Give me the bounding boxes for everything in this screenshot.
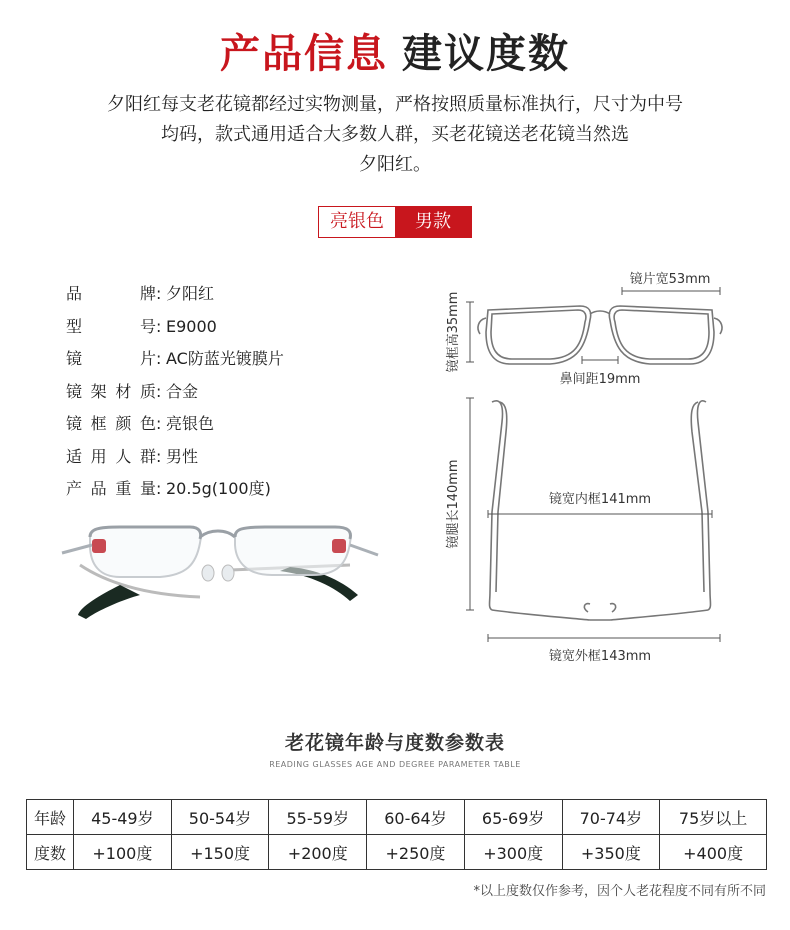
spec-row-frame-color: 镜框颜色 : 亮银色 <box>66 408 396 441</box>
spec-row-brand: 品牌 : 夕阳红 <box>66 278 396 311</box>
intro-line: 夕阳红。 <box>359 154 431 175</box>
table-cell: 75岁以上 <box>660 800 767 835</box>
color-tag[interactable]: 亮银色 <box>319 207 395 237</box>
spec-row-lens: 镜片 : AC防蓝光镀膜片 <box>66 343 396 376</box>
spec-value: E9000 <box>166 316 217 336</box>
spec-list <box>66 278 396 506</box>
table-cell: +400度 <box>660 835 767 870</box>
table-cell: 65-69岁 <box>464 800 562 835</box>
glasses-photo <box>50 515 385 620</box>
row-header: 度数 <box>27 835 74 870</box>
table-cell: +100度 <box>74 835 172 870</box>
spec-row-audience: 适用人群 : 男性 <box>66 441 396 474</box>
table-cell: 55-59岁 <box>269 800 367 835</box>
table-cell: +350度 <box>562 835 660 870</box>
spec-label: 镜片 <box>66 349 156 368</box>
bridge-label: 鼻间距19mm <box>559 372 641 387</box>
title-product-info: 产品信息 <box>220 31 388 77</box>
top-view <box>490 401 711 620</box>
variant-tags <box>318 206 472 238</box>
spec-label: 产品重量 <box>66 479 156 498</box>
spec-label: 适用人群 <box>66 446 156 466</box>
table-cell: 50-54岁 <box>171 800 269 835</box>
frame-height-label: 镜框高35mm <box>446 291 461 373</box>
spec-label: 镜架材质 <box>66 381 156 401</box>
table-row-degree <box>27 835 767 870</box>
row-header: 年龄 <box>27 800 74 835</box>
spec-value: 合金 <box>166 381 199 401</box>
spec-label: 型号 <box>66 316 156 336</box>
spec-label: 镜框颜色 <box>66 414 156 433</box>
lens-width-label: 镜片宽53mm <box>629 272 711 287</box>
age-degree-table <box>26 799 767 870</box>
table-cell: 45-49岁 <box>74 800 172 835</box>
intro-line: 夕阳红每支老花镜都经过实物测量，严格按照质量标准执行，尺寸为中号 <box>107 94 683 115</box>
table-subtitle: READING GLASSES AGE AND DEGREE PARAMETER TABLE <box>269 760 521 769</box>
footnote: *以上度数仅作参考，因个人老花程度不同有所不同 <box>473 884 766 899</box>
spec-row-model: 型号 : E9000 <box>66 311 396 344</box>
spec-value: 亮银色 <box>166 414 215 433</box>
spec-row-material: 镜架材质 : 合金 <box>66 376 396 409</box>
gender-tag[interactable]: 男款 <box>395 207 471 237</box>
temple-length-label: 镜腿长140mm <box>446 459 461 549</box>
outer-width-label: 镜宽外框143mm <box>548 649 652 664</box>
table-cell: 60-64岁 <box>367 800 465 835</box>
spec-value: 夕阳红 <box>166 284 215 303</box>
table-cell: +150度 <box>171 835 269 870</box>
table-cell: +200度 <box>269 835 367 870</box>
intro-paragraph <box>40 90 750 180</box>
intro-line: 均码，款式通用适合大多数人群，买老花镜送老花镜当然选 <box>161 124 629 145</box>
spec-value: 20.5g(100度) <box>166 479 271 498</box>
table-row-age <box>27 800 767 835</box>
page-title <box>0 26 790 82</box>
table-cell: +300度 <box>464 835 562 870</box>
table-cell: +250度 <box>367 835 465 870</box>
spec-value: AC防蓝光镀膜片 <box>166 349 284 368</box>
front-view <box>478 306 722 364</box>
table-cell: 70-74岁 <box>562 800 660 835</box>
inner-width-label: 镜宽内框141mm <box>548 492 652 507</box>
dimension-diagram <box>430 262 770 672</box>
spec-value: 男性 <box>166 446 199 466</box>
spec-label: 品牌 <box>66 284 156 303</box>
table-title: 老花镜年龄与度数参数表 <box>284 732 505 754</box>
spec-row-weight: 产品重量 : 20.5g(100度) <box>66 473 396 506</box>
title-suggested-degree: 建议度数 <box>402 31 570 77</box>
